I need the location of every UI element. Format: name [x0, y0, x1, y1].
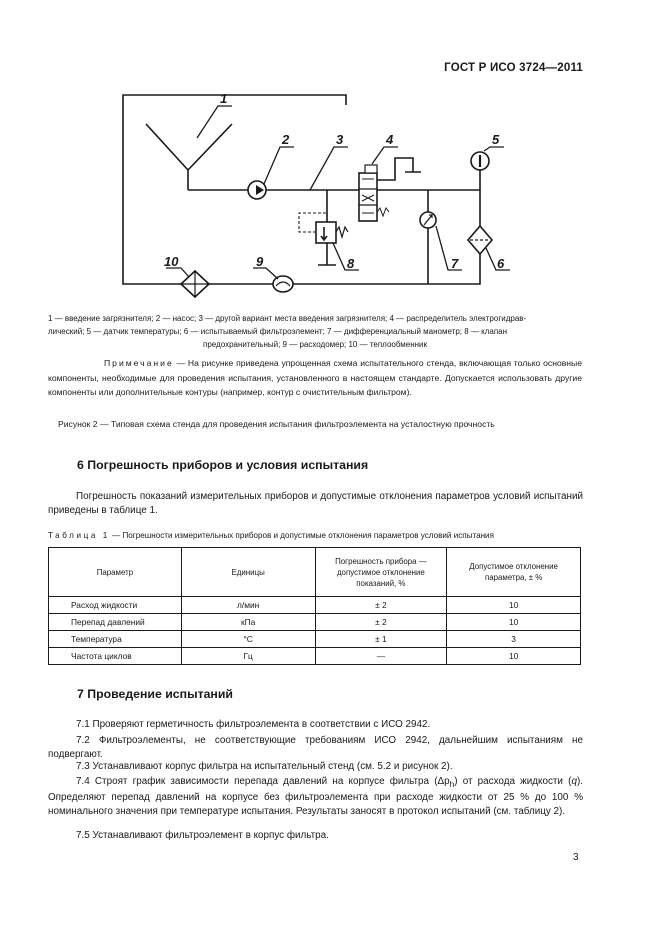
- table-cell: л/мин: [181, 597, 315, 614]
- label-6: 6: [497, 256, 505, 271]
- p4-subscript: h: [449, 779, 455, 789]
- table-cell: Гц: [181, 648, 315, 665]
- table-cell: 10: [447, 648, 581, 665]
- table-cell: ± 2: [315, 614, 447, 631]
- directional-valve-body: [359, 173, 377, 221]
- label-5: 5: [492, 132, 500, 147]
- figure-caption: Рисунок 2 — Типовая схема стенда для проведения испытания фильтроэлемента на усталостную прочность: [58, 419, 495, 429]
- label-4: 4: [386, 132, 394, 147]
- figure-note: [48, 356, 582, 400]
- label-2: 2: [282, 132, 290, 147]
- note-label: Примечание: [104, 358, 174, 368]
- table-cell: °C: [181, 631, 315, 648]
- standard-header: ГОСТ Р ИСО 3724—2011: [444, 62, 583, 74]
- label-1: 1: [220, 91, 228, 106]
- table-cell: кПа: [181, 614, 315, 631]
- label-10: 10: [164, 254, 179, 269]
- table-cell: —: [315, 648, 447, 665]
- table-1-caption-label: Таблица 1: [48, 531, 110, 540]
- label-9: 9: [256, 254, 264, 269]
- p4-part-a: 7.4 Строят график зависимости перепада давлений на корпусе фильтра (Δp: [76, 776, 450, 787]
- contaminant-funnel: [146, 124, 232, 190]
- section-6-paragraph: Погрешность показаний измерительных приборов и допустимые отклонения параметров условий испытаний приведены в таблице 1.: [48, 491, 583, 516]
- table-cell: Температура: [49, 631, 182, 648]
- table-cell: ± 1: [315, 631, 447, 648]
- legend-line-1: 1 — введение загрязнителя; 2 — насос; 3 — другой вариант места введения загрязнителя; 4 — распределитель электрогидрав-: [48, 314, 527, 323]
- table-cell: 3: [447, 631, 581, 648]
- p4-symbol-q: q: [571, 776, 577, 787]
- directional-valve-solenoid: [365, 165, 377, 173]
- table-header-cell: Допустимое отклонение параметра, ± %: [447, 548, 581, 597]
- directional-valve-drain: [377, 158, 421, 180]
- relief-valve-body: [316, 222, 336, 243]
- figure-legend: [48, 312, 582, 351]
- relief-valve-spring: [336, 227, 348, 237]
- table-1: [48, 547, 581, 665]
- note-text: — На рисунке приведена упрощенная схема испытательного стенда, включающая только основные компоненты, необходимые для проведения испытания, установленного в настоящем стандарте. Допускается использовать другие компоненты или дополнительные контуры (например, контур с очистительным фильтром).: [48, 358, 582, 397]
- section-6-title: 6 Погрешность приборов и условия испытания: [77, 458, 369, 472]
- section-7-title: 7 Проведение испытаний: [77, 687, 233, 701]
- table-row: [49, 597, 581, 614]
- label-7: 7: [451, 256, 459, 271]
- label-3: 3: [336, 132, 344, 147]
- page-number: 3: [573, 852, 579, 863]
- table-row: [49, 614, 581, 631]
- table-row: [49, 631, 581, 648]
- table-cell: 10: [447, 614, 581, 631]
- p4-part-c: ). Определяют перепад давлений на корпусе без фильтроэлемента при расходе жидкости от 25 % до 100 % номинального значения при температуре испытания. Результаты заносят в протокол испытаний (см. таблицу 2).: [48, 776, 583, 817]
- directional-valve-spring: [377, 208, 389, 216]
- heat-exchanger-cross: [181, 271, 209, 297]
- table-cell: Перепад давлений: [49, 614, 182, 631]
- flowmeter-symbol: [273, 276, 293, 292]
- table-header-cell: Единицы: [181, 548, 315, 597]
- legend-line-2: лический; 5 — датчик температуры; 6 — испытываемый фильтроэлемент; 7 — дифференциальный манометр; 8 — клапан: [48, 327, 508, 336]
- table-cell: 10: [447, 597, 581, 614]
- section-7-paragraph-1: 7.1 Проверяют герметичность фильтроэлемента в соответствии с ИСО 2942.: [76, 719, 431, 730]
- table-header-cell: Погрешность прибора — допустимое отклонение показаний, %: [315, 548, 447, 597]
- table-header-cell: Параметр: [49, 548, 182, 597]
- table-cell: Расход жидкости: [49, 597, 182, 614]
- p4-part-b: ) от расхода жидкости (: [454, 776, 572, 787]
- table-1-caption: [48, 531, 583, 540]
- table-1-caption-text: — Погрешности измерительных приборов и допустимые отклонения параметров условий испытания: [109, 531, 494, 540]
- legend-line-3: предохранительный; 9 — расходомер; 10 — теплообменник: [203, 340, 427, 349]
- table-cell: ± 2: [315, 597, 447, 614]
- table-row: [49, 648, 581, 665]
- section-7-paragraph-3: 7.3 Устанавливают корпус фильтра на испытательный стенд (см. 5.2 и рисунок 2).: [76, 761, 453, 772]
- section-7-paragraph-4: [48, 775, 583, 818]
- test-bench-scheme: [0, 0, 661, 310]
- table-cell: Частота циклов: [49, 648, 182, 665]
- table-header-row: [49, 548, 581, 597]
- section-7-paragraph-5: 7.5 Устанавливают фильтроэлемент в корпус фильтра.: [76, 830, 329, 841]
- section-7-paragraph-2: 7.2 Фильтроэлементы, не соответствующие требованиям ИСО 2942, дальнейшим испытаниям не подвергают.: [48, 735, 583, 760]
- label-8: 8: [347, 256, 355, 271]
